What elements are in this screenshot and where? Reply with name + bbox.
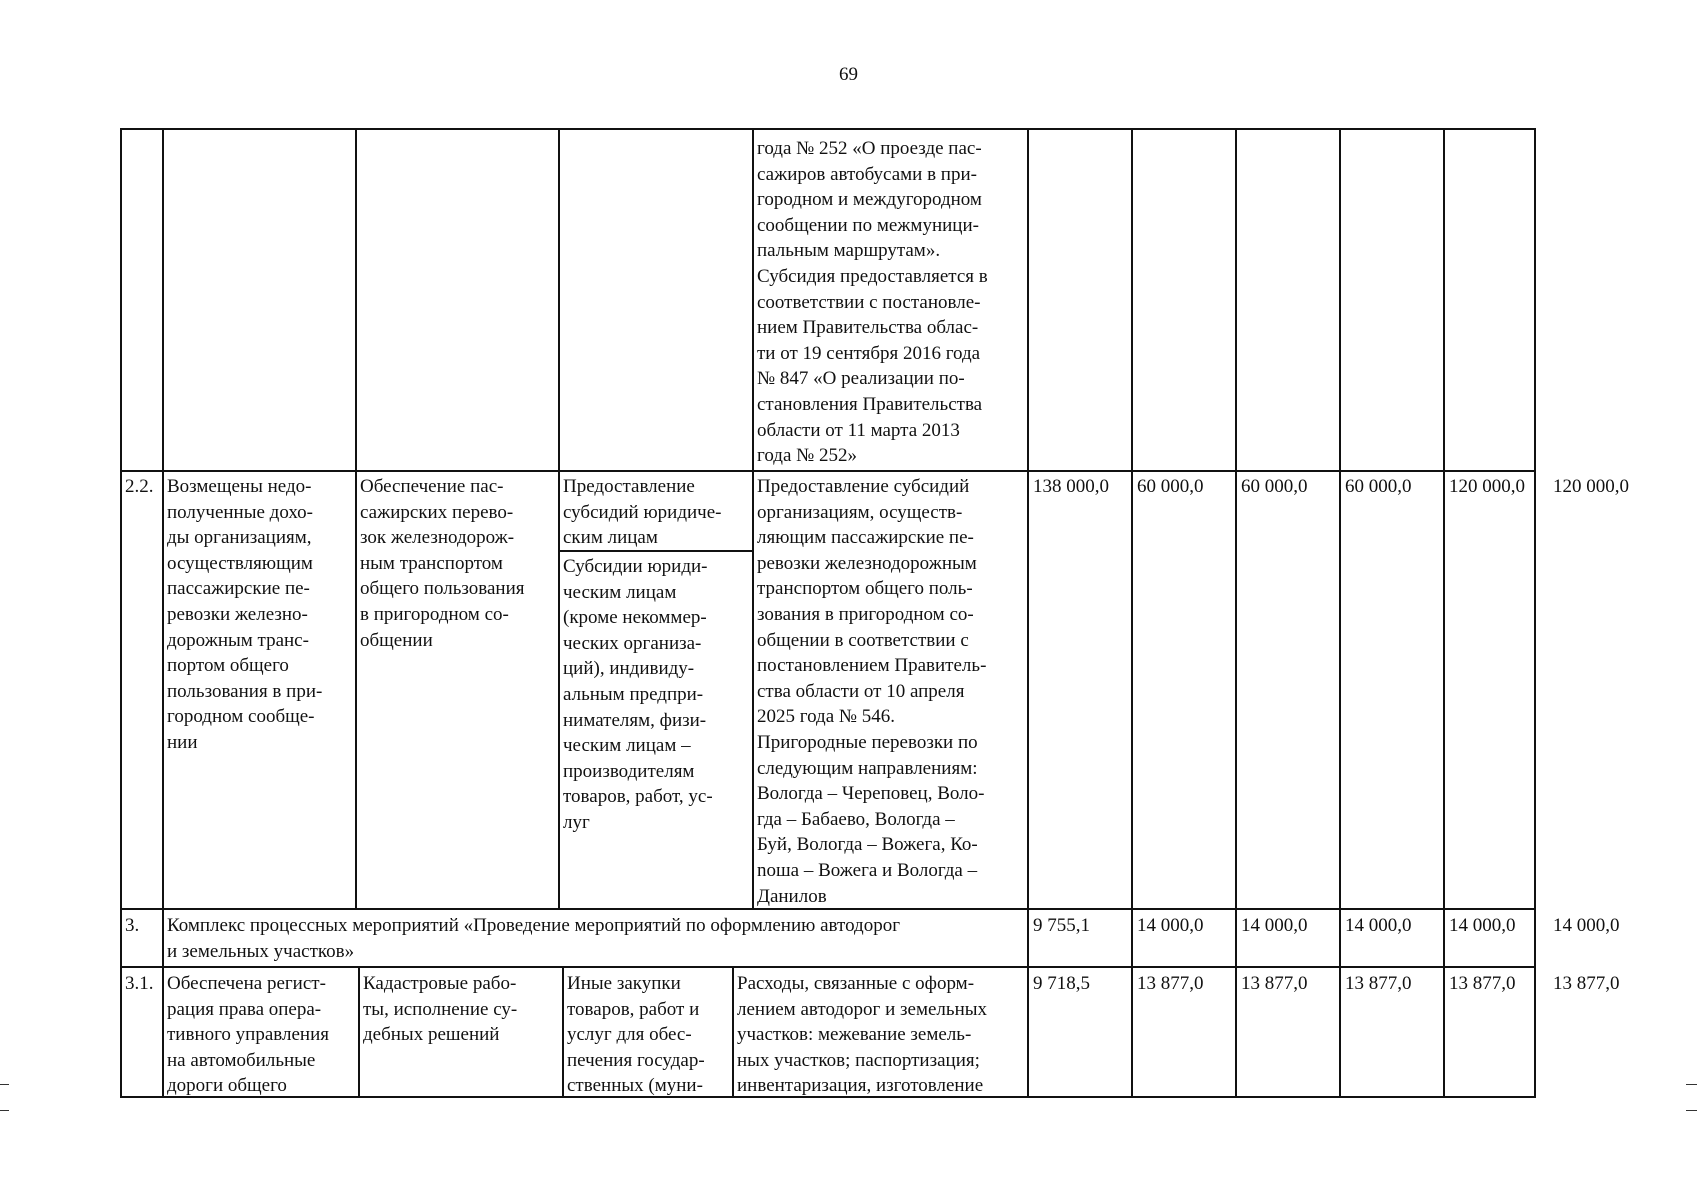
value-cell: 120 000,0	[1553, 476, 1629, 497]
scan-edge-mark	[1686, 1110, 1697, 1111]
col-divider	[1235, 130, 1237, 1096]
value-cell: 9 718,5	[1033, 973, 1090, 994]
description-cell: Предоставление субсидий организациям, осуществ- ляющим пассажирские пе- ревозки железнодорожным транспортом общего поль- зования в пригородном со- общении в соответствии с постановлением Правитель- ства области от 10 апреля 2025 года № 546. Пригородные перевозки по следующим направлениям: Вологда – Череповец, Воло- гда – Бабаево, Вологда – Буй, Вологда – Вожега, Ко- noша – Вожега и Вологда – Данилов	[757, 476, 987, 907]
page-number: 69	[839, 64, 858, 85]
value-cell: 138 000,0	[1033, 476, 1109, 497]
result-cell: Возмещены недо- полученные дохо- ды организациям, осуществляющим пассажирские пе- ревозки железно- дорожным транс- портом общего пользования в при- городном сообще- нии	[167, 476, 323, 753]
col-divider	[1027, 130, 1029, 1096]
budget-table	[120, 128, 1629, 1098]
continuation-description: года № 252 «О проезде пас- сажиров автобусами в при- городном и междугородном сообщении по межмуници- пальным маршрутам». Субсидия предоставляется в соответствии с постановле- нием Правительства облас- ти от 19 сентября 2016 года № 847 «О реализации по- становления Правительства области от 11 марта 2013 года № 252»	[757, 138, 988, 467]
value-cell: 60 000,0	[1137, 476, 1204, 497]
value-cell: 60 000,0	[1241, 476, 1308, 497]
value-cell: 13 877,0	[1449, 973, 1516, 994]
event-cell: Обеспечение пас- сажирских перево- зок железнодорож- ным транспортом общего пользования в пригородном со- общении	[360, 476, 525, 651]
value-cell: 14 000,0	[1345, 915, 1412, 936]
subtype-cell: Субсидии юриди- ческим лицам (кроме некоммер- ческих организа- ций), индивиду- альным предпри- нимателям, физи- ческим лицам – производителям товаров, работ, ус- луг	[563, 556, 713, 833]
event-cell: Кадастровые рабо- ты, исполнение су- дебных решений	[363, 973, 518, 1046]
result-cell: Обеспечена регист- рация права опера- тивного управления на автомобильные дороги общего	[167, 973, 329, 1097]
col-divider	[1339, 130, 1341, 1096]
type-cell: Иные закупки товаров, работ и услуг для обес- печения государ- ственных (муни-	[567, 973, 705, 1097]
value-cell: 14 000,0	[1553, 915, 1620, 936]
row-divider	[122, 966, 1534, 968]
value-cell: 13 877,0	[1553, 973, 1620, 994]
value-cell: 13 877,0	[1345, 973, 1412, 994]
value-cell: 14 000,0	[1241, 915, 1308, 936]
col-divider	[1131, 130, 1133, 1096]
description-cell: Расходы, связанные с оформ- лением автодорог и земельных участков: межевание земель- ных участков; паспортизация; инвентаризация, изготовление	[737, 973, 987, 1097]
value-cell: 60 000,0	[1345, 476, 1412, 497]
scan-edge-mark	[0, 1084, 9, 1085]
scan-edge-mark	[0, 1110, 9, 1111]
value-cell: 9 755,1	[1033, 915, 1090, 936]
row-divider	[122, 470, 1534, 472]
value-cell: 13 877,0	[1137, 973, 1204, 994]
row-number: 3.	[125, 915, 140, 936]
value-cell: 14 000,0	[1137, 915, 1204, 936]
complex-title: Комплекс процессных мероприятий «Проведение мероприятий по оформлению автодорог и земельных участков»	[167, 915, 900, 962]
type-cell: Предоставление субсидий юридиче- ским лицам	[563, 476, 722, 549]
value-cell: 14 000,0	[1449, 915, 1516, 936]
row-number: 2.2.	[125, 476, 154, 497]
value-cell: 13 877,0	[1241, 973, 1308, 994]
scan-edge-mark	[1686, 1084, 1697, 1085]
value-cell: 120 000,0	[1449, 476, 1525, 497]
col-divider	[1443, 130, 1445, 1096]
row-number: 3.1.	[125, 973, 154, 994]
